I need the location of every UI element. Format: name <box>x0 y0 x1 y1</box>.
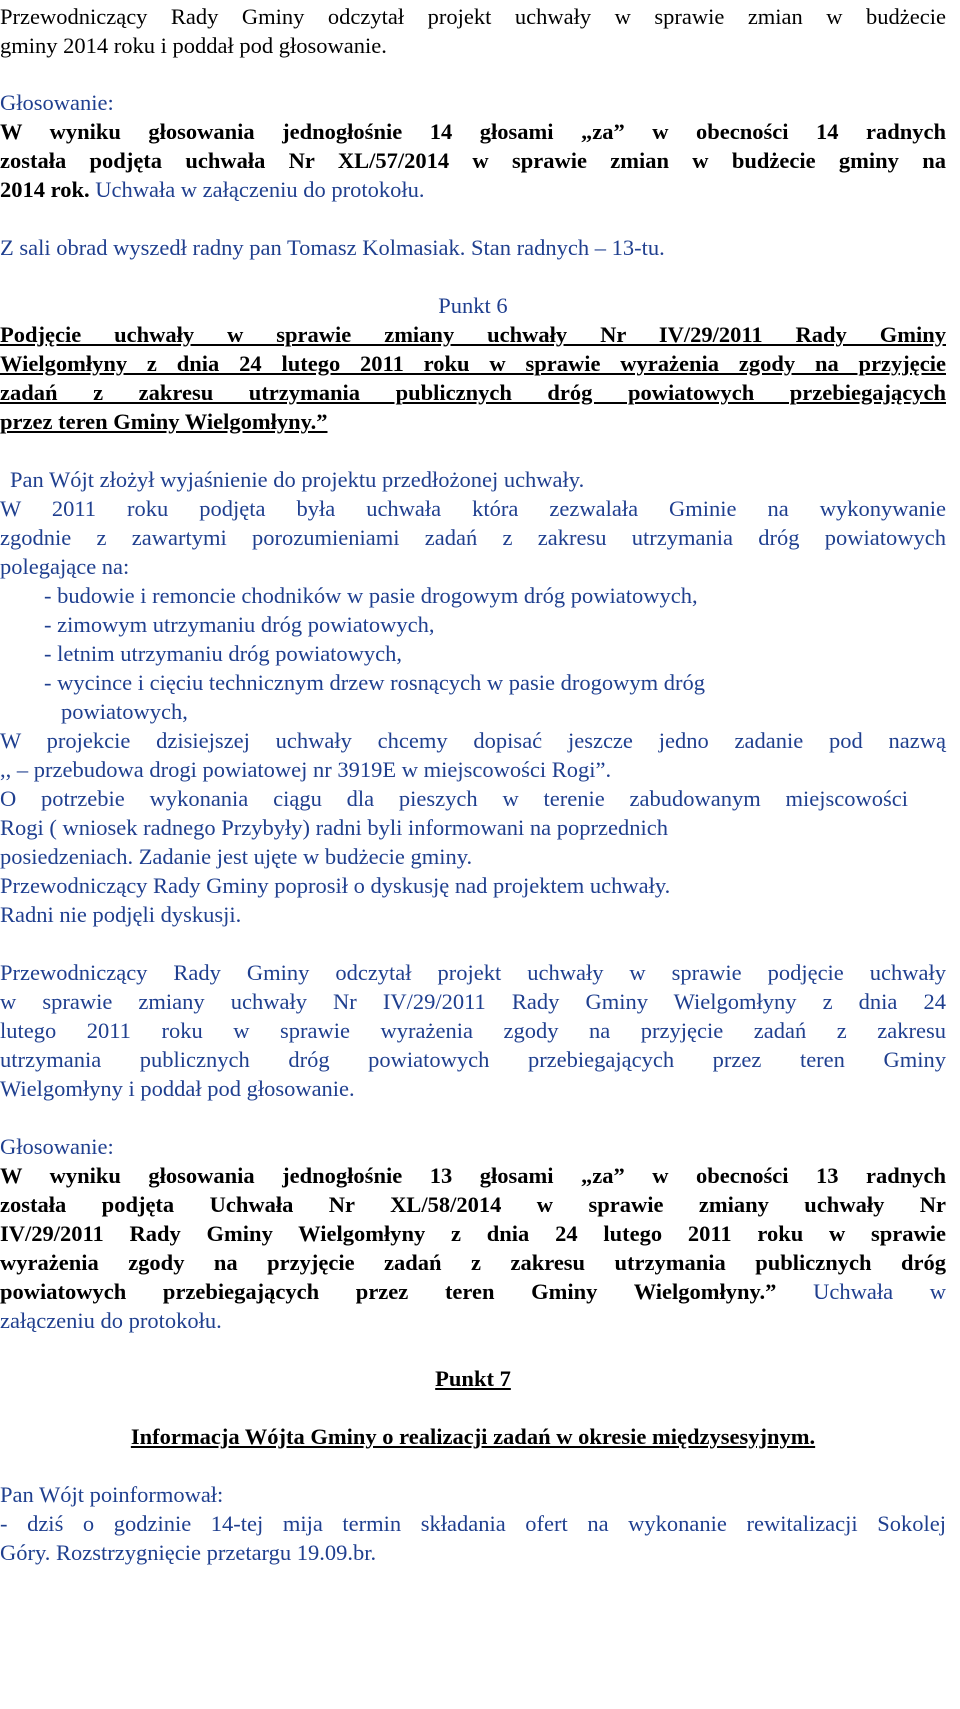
text-line: W wyniku głosowania jednogłośnie 14 głosami „za” w obecności 14 radnych <box>0 119 946 144</box>
text-line: załączeniu do protokołu. <box>0 1308 222 1333</box>
text-line: Przewodniczący Rady Gminy poprosił o dyskusję nad projektem uchwały. <box>0 873 671 898</box>
text-line: utrzymania publicznych dróg powiatowych przebiegających przez teren Gminy <box>0 1047 946 1072</box>
text-line: Przewodniczący Rady Gminy odczytał projekt uchwały w sprawie podjęcie uchwały <box>0 960 946 985</box>
text-line: Przewodniczący Rady Gminy odczytał projekt uchwały w sprawie zmian w budżecie <box>0 4 946 29</box>
councillor-left-note: Z sali obrad wyszedł radny pan Tomasz Kolmasiak. Stan radnych – 13-tu. <box>0 235 665 260</box>
text-line: W wyniku głosowania jednogłośnie 13 głosami „za” w obecności 13 radnych <box>0 1163 946 1188</box>
section-title: Punkt 7 <box>435 1366 511 1391</box>
text-line: została podjęta Uchwała Nr XL/58/2014 w sprawie zmiany uchwały Nr <box>0 1192 946 1217</box>
text-line: O potrzebie wykonania ciągu dla pieszych w terenie zabudowanym miejscowości <box>0 786 908 811</box>
text-line: gminy 2014 roku i poddał pod głosowanie. <box>0 33 387 58</box>
text-line: Radni nie podjęli dyskusji. <box>0 902 242 927</box>
bold-text: 2014 rok. <box>0 177 90 202</box>
subject-line: Wielgomłyny z dnia 24 lutego 2011 roku w sprawie wyrażenia zgody na przyjęcie <box>0 351 946 376</box>
list-item-continuation: powiatowych, <box>61 699 188 724</box>
wojt-info-heading: Pan Wójt poinformował: <box>0 1482 224 1507</box>
list-item: - dziś o godzinie 14-tej mija termin składania ofert na wykonanie rewitalizacji Sokolej <box>0 1511 946 1536</box>
bold-text: powiatowych przebiegających przez teren Gminy Wielgomłyny.” <box>0 1279 777 1304</box>
vote-heading: Głosowanie: <box>0 90 114 115</box>
list-item: - wycince i cięciu technicznym drzew rosnących w pasie drogowym dróg <box>44 670 706 695</box>
vote-heading: Głosowanie: <box>0 1134 114 1159</box>
text-line: polegające na: <box>0 554 130 579</box>
text-line: lutego 2011 roku w sprawie wyrażenia zgody na przyjęcie zadań z zakresu <box>0 1018 946 1043</box>
subject-line: przez teren Gminy Wielgomłyny.” <box>0 409 328 434</box>
text-line: IV/29/2011 Rady Gminy Wielgomłyny z dnia 24 lutego 2011 roku w sprawie <box>0 1221 946 1246</box>
text-line: w sprawie zmiany uchwały Nr IV/29/2011 Rady Gminy Wielgomłyny z dnia 24 <box>0 989 946 1014</box>
wojt-explanation: Pan Wójt złożył wyjaśnienie do projektu przedłożonej uchwały. <box>10 467 585 492</box>
text-line <box>0 1277 946 1306</box>
subject-line: zadań z zakresu utrzymania publicznych dróg powiatowych przebiegających <box>0 380 946 405</box>
text-line: posiedzeniach. Zadanie jest ujęte w budżecie gminy. <box>0 844 473 869</box>
list-item: - zimowym utrzymaniu dróg powiatowych, <box>44 612 435 637</box>
subject-line: Informacja Wójta Gminy o realizacji zadań w okresie międzysesyjnym. <box>130 1424 816 1449</box>
text-line: Rogi ( wniosek radnego Przybyły) radni byli informowani na poprzednich <box>0 815 668 840</box>
attachment-note: Uchwała w <box>776 1279 946 1304</box>
text-line <box>0 175 946 204</box>
text-line: została podjęta uchwała Nr XL/57/2014 w sprawie zmian w budżecie gminy na <box>0 148 946 173</box>
text-line: W 2011 roku podjęta była uchwała która zezwalała Gminie na wykonywanie <box>0 496 946 521</box>
text-line: wyrażenia zgody na przyjęcie zadań z zakresu utrzymania publicznych dróg <box>0 1250 946 1275</box>
text-line: W projekcie dzisiejszej uchwały chcemy dopisać jeszcze jedno zadanie pod nazwą <box>0 728 946 753</box>
list-item-continuation: Góry. Rozstrzygnięcie przetargu 19.09.br. <box>0 1540 377 1565</box>
attachment-note: Uchwała w załączeniu do protokołu. <box>89 177 425 202</box>
section-title: Punkt 6 <box>438 293 508 318</box>
text-line: Wielgomłyny i poddał pod głosowanie. <box>0 1076 355 1101</box>
list-item: - letnim utrzymaniu dróg powiatowych, <box>44 641 403 666</box>
subject-line: Podjęcie uchwały w sprawie zmiany uchwały Nr IV/29/2011 Rady Gminy <box>0 322 946 347</box>
text-line: ,, – przebudowa drogi powiatowej nr 3919E w miejscowości Rogi”. <box>0 757 612 782</box>
list-item: - budowie i remoncie chodników w pasie drogowym dróg powiatowych, <box>44 583 698 608</box>
text-line: zgodnie z zawartymi porozumieniami zadań z zakresu utrzymania dróg powiatowych <box>0 525 946 550</box>
